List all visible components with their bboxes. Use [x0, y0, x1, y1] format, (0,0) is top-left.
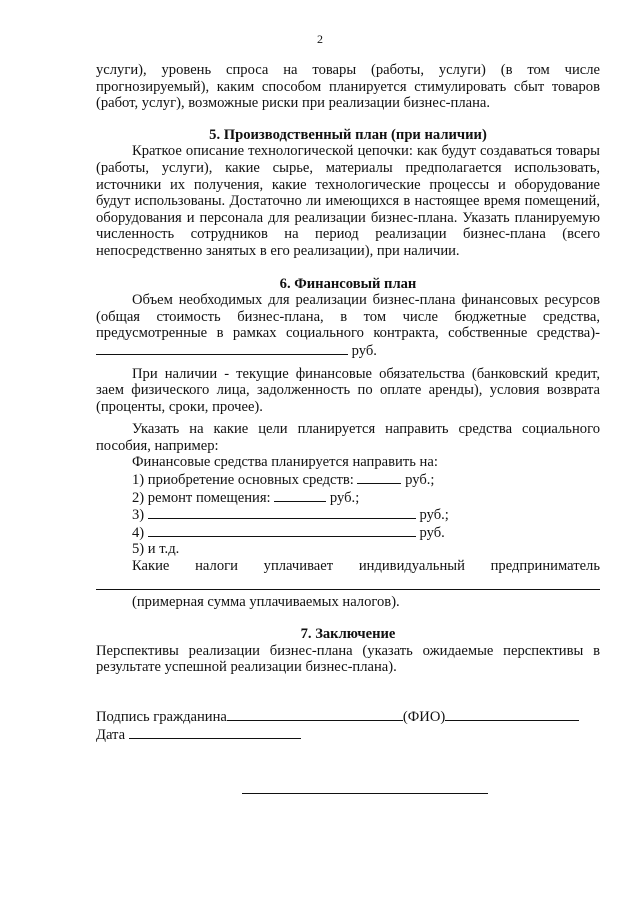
- list-item-1: [96, 471, 600, 489]
- section5-title: 5. Производственный план (при наличии): [209, 126, 487, 143]
- signature-line: [96, 708, 600, 726]
- list-item-3: [96, 506, 600, 524]
- document-body: [96, 62, 600, 794]
- taxes-line: [96, 558, 600, 575]
- section7-title: 7. Заключение: [300, 626, 396, 643]
- section6-title: 6. Финансовый план: [279, 275, 417, 292]
- list-item-2-text: 2) ремонт помещения:: [132, 489, 271, 506]
- list-item-2-blank: [274, 489, 326, 502]
- bottom-signature-line: [242, 793, 488, 794]
- list-item-2: [96, 489, 600, 507]
- list-intro: Финансовые средства планируется направить на:: [132, 454, 438, 471]
- list-item-1-blank: [357, 471, 401, 484]
- date-line: [96, 726, 600, 744]
- taxes-word-5: предприниматель: [490, 558, 600, 575]
- taxes-word-4: индивидуальный: [358, 558, 465, 575]
- list-item-5: 5) и т.д.: [132, 541, 180, 558]
- taxes-note: (примерная сумма уплачиваемых налогов).: [132, 593, 400, 610]
- list-item-2-unit: руб.;: [329, 489, 360, 506]
- section6-paragraph-1: [96, 292, 600, 359]
- section6-paragraph-2: При наличии - текущие финансовые обязательства (банковский кредит, заем физического лица, задолженность по оплате аренды), условия возврата (проценты, сроки, прочее).: [96, 365, 600, 415]
- taxes-word-3: уплачивает: [263, 558, 334, 575]
- page-number: 2: [317, 32, 323, 46]
- list-item-4-unit: руб.: [419, 524, 445, 541]
- list-item-3-text: 3): [132, 507, 145, 524]
- signature-label: Подпись гражданина: [96, 709, 227, 725]
- date-blank: [129, 726, 301, 739]
- total-cost-blank: [96, 342, 348, 355]
- taxes-word-1: Какие: [132, 558, 170, 575]
- section7-text: Перспективы реализации бизнес-плана (указать ожидаемые перспективы в результате успешной реализации бизнес-плана).: [96, 642, 600, 676]
- fio-label: (ФИО): [402, 709, 446, 725]
- list-item-4-blank: [148, 524, 416, 537]
- list-item-1-unit: руб.;: [405, 472, 435, 489]
- total-cost-unit: руб.: [351, 342, 377, 359]
- date-label: Дата: [96, 726, 126, 743]
- section6-paragraph-3: Указать на какие цели планируется направить средства социального пособия, например:: [96, 421, 600, 454]
- section6-p1-text: Объем необходимых для реализации бизнес-плана финансовых ресурсов (общая стоимость бизнес-плана, в том числе бюджетные средства, предусмотренные в рамках социального контракта, собственные средства)-: [96, 292, 600, 342]
- list-item-1-text: 1) приобретение основных средств:: [132, 472, 354, 489]
- list-item-3-unit: руб.;: [419, 507, 449, 524]
- taxes-word-2: налоги: [195, 558, 238, 575]
- signature-blank: [227, 708, 403, 721]
- list-item-3-blank: [148, 506, 416, 519]
- list-item-4: [96, 524, 600, 542]
- fio-blank: [445, 708, 579, 721]
- section5-text: Краткое описание технологической цепочки: как будут создаваться товары (работы, услуги), какие сырье, материалы предполагается использовать, источники их получения, какие технологические процессы и оборудование будут использованы. Достаточно ли имеющихся в настоящее время помещений, оборудования и персонала для реализации бизнес-плана. Указать планируемую численность сотрудников на период реализации бизнес-плана (всего непосредственно занятых в его реализации), при наличии.: [96, 143, 600, 259]
- list-item-4-text: 4): [132, 524, 145, 541]
- taxes-blank-line: [96, 575, 600, 590]
- intro-paragraph: услуги), уровень спроса на товары (работы, услуги) (в том числе прогнозируемый), каким способом планируется стимулировать сбыт товаров (работ, услуг), возможные риски при реализации бизнес-плана.: [96, 62, 600, 112]
